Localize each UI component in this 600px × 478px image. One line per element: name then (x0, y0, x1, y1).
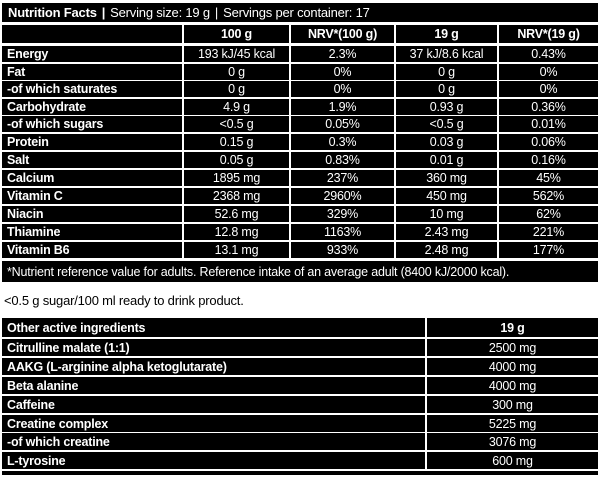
nutrient-label: Thiamine (2, 224, 182, 240)
header-separator: | (101, 5, 106, 20)
value-nrv-19g: 177% (499, 242, 598, 258)
value-100g: 12.8 mg (184, 224, 289, 240)
nutrient-label: Carbohydrate (2, 99, 182, 115)
ingredient-amount: 2500 mg (427, 339, 598, 356)
nutrient-label: Vitamin C (2, 188, 182, 204)
value-19g: 0.93 g (396, 99, 497, 115)
table-row-niacin (2, 206, 598, 222)
value-100g: 13.1 mg (184, 242, 289, 258)
table-row-carbohydrate (2, 99, 598, 115)
ingredient-row-creatine-complex (2, 415, 598, 432)
value-nrv-100g: 1.9% (291, 99, 394, 115)
ingredient-label: AAKG (L-arginine alpha ketoglutarate) (2, 358, 425, 375)
value-100g: 0.15 g (184, 134, 289, 150)
value-100g: 2368 mg (184, 188, 289, 204)
nutrient-label: Energy (2, 46, 182, 62)
column-header-100g: 100 g (184, 25, 289, 43)
value-19g: 10 mg (396, 206, 497, 222)
table-row-calcium (2, 170, 598, 186)
value-100g: 4.9 g (184, 99, 289, 115)
ingredient-amount: 4000 mg (427, 358, 598, 375)
value-100g: 52.6 mg (184, 206, 289, 222)
ingredient-label: -of which creatine (2, 433, 425, 450)
ingredients-header-amount: 19 g (427, 318, 598, 337)
value-nrv-100g: 0% (291, 64, 394, 80)
value-100g: <0.5 g (184, 116, 289, 132)
value-nrv-100g: 2.3% (291, 46, 394, 62)
value-19g: 450 mg (396, 188, 497, 204)
nutrient-label: Vitamin B6 (2, 242, 182, 258)
nutrient-label: Niacin (2, 206, 182, 222)
value-100g: 0 g (184, 81, 289, 97)
value-100g: 0.05 g (184, 152, 289, 168)
nrv-footnote: *Nutrient reference value for adults. Reference intake of an average adult (8400 kJ/2000 kcal). (2, 261, 598, 282)
ingredient-amount: 300 mg (427, 396, 598, 413)
value-nrv-19g: 0.06% (499, 134, 598, 150)
value-19g: 0 g (396, 64, 497, 80)
ingredient-label: Creatine complex (2, 415, 425, 432)
ingredient-row-creatine (2, 433, 598, 450)
ingredient-row-citrulline (2, 339, 598, 356)
ingredient-amount: 5225 mg (427, 415, 598, 432)
value-nrv-100g: 0.83% (291, 152, 394, 168)
table-row-salt (2, 152, 598, 168)
value-nrv-19g: 0.43% (499, 46, 598, 62)
value-19g: 37 kJ/8.6 kcal (396, 46, 497, 62)
table-row-sugars (2, 116, 598, 132)
label-title: Nutrition Facts (8, 5, 97, 20)
ingredient-row-aakg (2, 358, 598, 375)
value-nrv-100g: 0.3% (291, 134, 394, 150)
table-row-vitamin-c (2, 188, 598, 204)
table-row-fat (2, 64, 598, 80)
value-19g: 0.03 g (396, 134, 497, 150)
value-nrv-19g: 221% (499, 224, 598, 240)
column-header-nrv-19g: NRV*(19 g) (499, 25, 598, 43)
table-row-energy (2, 46, 598, 62)
value-19g: 2.48 mg (396, 242, 497, 258)
ingredient-label: Citrulline malate (1:1) (2, 339, 425, 356)
ingredient-label: Beta alanine (2, 377, 425, 394)
table-row-protein (2, 134, 598, 150)
value-19g: 360 mg (396, 170, 497, 186)
value-19g: <0.5 g (396, 116, 497, 132)
column-header-row (2, 25, 598, 43)
value-nrv-19g: 562% (499, 188, 598, 204)
value-nrv-19g: 0.01% (499, 116, 598, 132)
value-100g: 1895 mg (184, 170, 289, 186)
column-header-empty (2, 25, 182, 43)
table-row-vitamin-b6 (2, 242, 598, 258)
serving-size: Serving size: 19 g (110, 5, 210, 20)
nutrient-label: Calcium (2, 170, 182, 186)
nutrient-label: Salt (2, 152, 182, 168)
ingredients-header-row (2, 318, 598, 337)
value-19g: 2.43 mg (396, 224, 497, 240)
value-19g: 0 g (396, 81, 497, 97)
sugar-note: <0.5 g sugar/100 ml ready to drink product. (4, 293, 244, 308)
value-nrv-100g: 0.05% (291, 116, 394, 132)
cutoff-row-strip (2, 471, 598, 475)
value-nrv-100g: 2960% (291, 188, 394, 204)
value-nrv-100g: 1163% (291, 224, 394, 240)
ingredient-amount: 600 mg (427, 452, 598, 469)
nutrient-label: Protein (2, 134, 182, 150)
nutrient-label: -of which sugars (2, 116, 182, 132)
value-nrv-19g: 62% (499, 206, 598, 222)
table-row-saturates (2, 81, 598, 97)
value-nrv-19g: 0.36% (499, 99, 598, 115)
servings-per-container: Servings per container: 17 (223, 5, 370, 20)
value-nrv-100g: 933% (291, 242, 394, 258)
value-nrv-100g: 237% (291, 170, 394, 186)
value-nrv-100g: 329% (291, 206, 394, 222)
ingredient-amount: 4000 mg (427, 377, 598, 394)
ingredient-row-beta-alanine (2, 377, 598, 394)
nutrition-facts-header (2, 3, 598, 22)
ingredient-amount: 3076 mg (427, 433, 598, 450)
value-nrv-19g: 0.16% (499, 152, 598, 168)
ingredients-header-label: Other active ingredients (2, 318, 425, 337)
value-nrv-19g: 45% (499, 170, 598, 186)
ingredient-row-caffeine (2, 396, 598, 413)
column-header-nrv-100g: NRV*(100 g) (291, 25, 394, 43)
value-nrv-19g: 0% (499, 81, 598, 97)
value-nrv-100g: 0% (291, 81, 394, 97)
nutrient-label: -of which saturates (2, 81, 182, 97)
ingredient-label: L-tyrosine (2, 452, 425, 469)
nutrient-label: Fat (2, 64, 182, 80)
value-100g: 0 g (184, 64, 289, 80)
value-19g: 0.01 g (396, 152, 497, 168)
ingredient-row-l-tyrosine (2, 452, 598, 469)
value-nrv-19g: 0% (499, 64, 598, 80)
table-row-thiamine (2, 224, 598, 240)
header-separator: | (214, 5, 219, 20)
value-100g: 193 kJ/45 kcal (184, 46, 289, 62)
ingredient-label: Caffeine (2, 396, 425, 413)
column-header-19g: 19 g (396, 25, 497, 43)
